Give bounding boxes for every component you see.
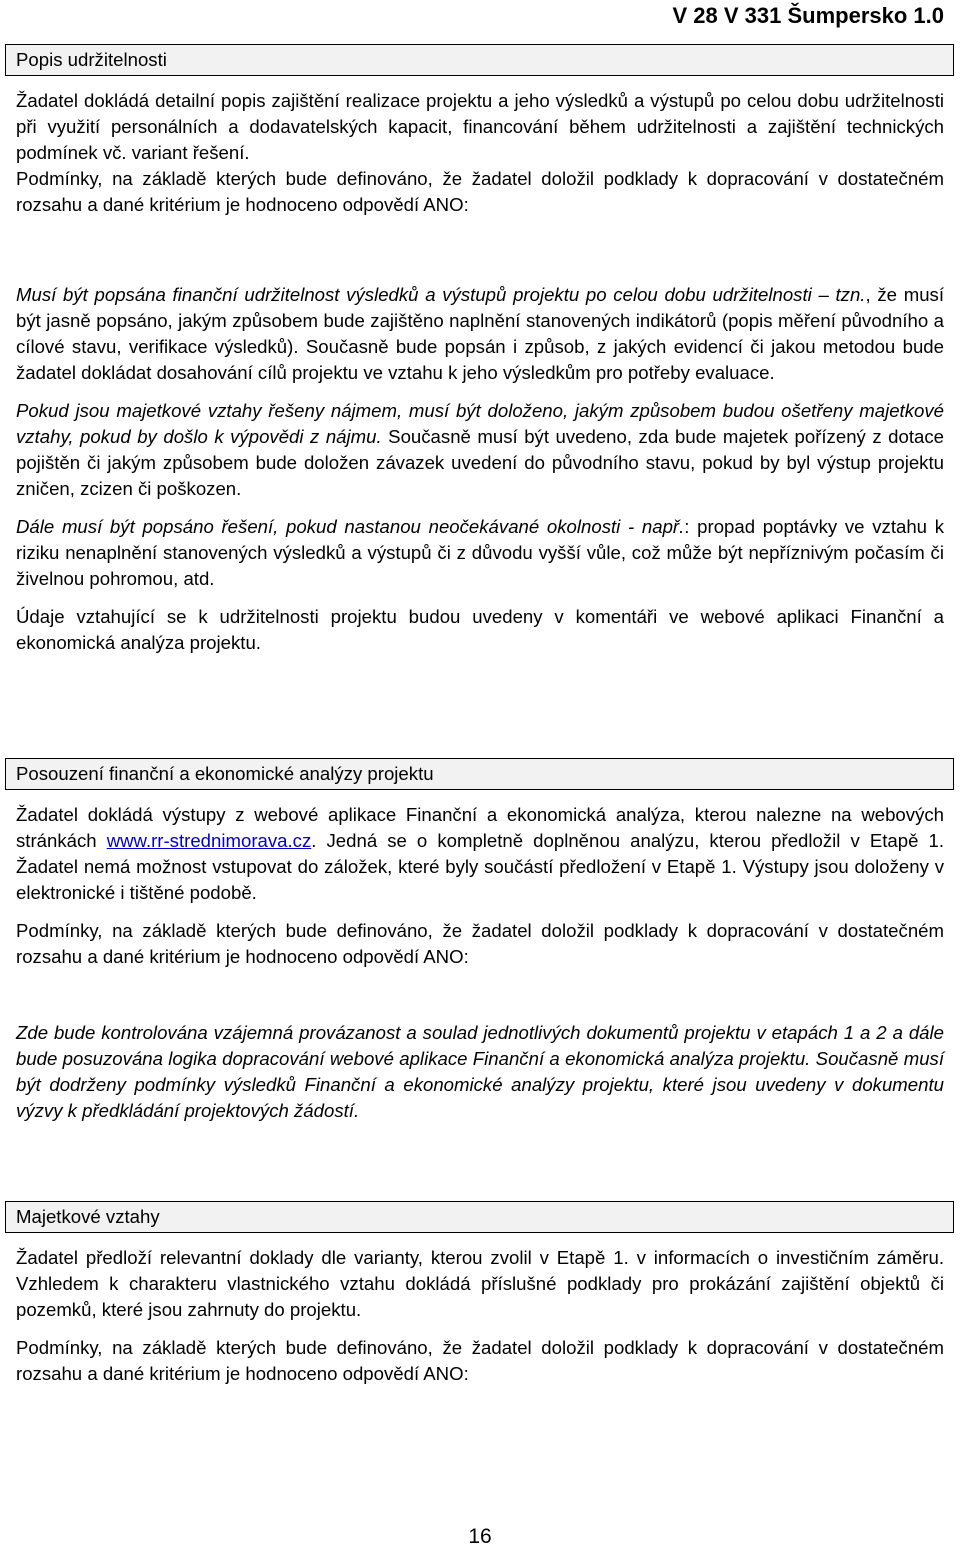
- section-heading-sustainability: Popis udržitelnosti: [5, 44, 954, 76]
- criteria-paragraph: [16, 1020, 944, 1124]
- intro-paragraph: [16, 802, 944, 906]
- criteria-3-text-b: : propad poptávky ve vztahu k riziku nenaplnění stanovených výsledků a výstupů či z důvodu vyšší vůle, což může být nepříznivým počasím či živelnou pohromou, atd.: [16, 516, 945, 589]
- document-code: V 28 V 331 Šumpersko 1.0: [672, 3, 944, 28]
- page-number: 16: [468, 1525, 492, 1548]
- criteria-paragraph-1: [16, 282, 944, 386]
- criteria-1-text-c: Současně bude popsán i způsob, z jakých evidencí či jakou metodou bude žadatel dokládat dosahování cílů projektu ve vztahu k jeho výsledkům pro potřeby evaluace.: [16, 336, 944, 383]
- criteria-body-financial-analysis: [16, 1020, 944, 1124]
- conditions-paragraph: Podmínky, na základě kterých bude definováno, že žadatel doložil podklady k dopracování v dostatečném rozsahu a dané kritérium je hodnoceno odpovědí ANO:: [16, 920, 944, 967]
- intro-paragraph: Žadatel dokládá detailní popis zajištění realizace projektu a jeho výsledků a výstupů po celou dobu udržitelnosti při využití personálních a dodavatelských kapacit, financování během udržitelnosti a zajištění technických podmínek vč. variant řešení.: [16, 90, 944, 163]
- criteria-1-text-b: , že musí být jasně popsáno, jakým způsobem bude zajištěno naplnění stanovených indikátorů (popis měření původního a cílové stavu, verifikace výsledků).: [16, 284, 944, 357]
- criteria-paragraph-3: [16, 514, 944, 592]
- section-body-property-relations: [16, 1245, 944, 1387]
- criteria-3-text-a: Dále musí být popsáno řešení, pokud nastanou neočekávané okolnosti - např.: [16, 516, 685, 537]
- section-body-sustainability: [16, 88, 944, 218]
- criteria-2-text-a: Pokud jsou majetkové vztahy řešeny nájmem, musí být doloženo, jakým způsobem budou ošetřeny majetkové vztahy, pokud by došlo k výpovědi z nájmu.: [16, 400, 944, 447]
- rr-strednimorava-link[interactable]: www.rr-strednimorava.cz: [106, 830, 312, 851]
- section-heading-financial-analysis: Posouzení finanční a ekonomické analýzy projektu: [5, 758, 954, 790]
- criteria-paragraph-2: [16, 398, 944, 502]
- intro-paragraph: Žadatel předloží relevantní doklady dle varianty, kterou zvolil v Etapě 1. v informacích o investičním záměru. Vzhledem k charakteru vlastnického vztahu dokládá příslušné podklady pro prokázání zajištění objektů či pozemků, které jsou zahrnuty do projektu.: [16, 1247, 944, 1320]
- section-heading-property-relations: Majetkové vztahy: [5, 1201, 954, 1233]
- section-body-financial-analysis: [16, 802, 944, 970]
- intro-text-b: . Jedná se o kompletně doplněnou analýzu, kterou předložil v Etapě 1. Žadatel nemá možnost vstupovat do záložek, které byly součástí předložení v Etapě 1. Výstupy jsou doloženy v elektronické i tištěné podobě.: [16, 830, 944, 903]
- criteria-2-text-b: Současně musí být uvedeno, zda bude majetek pořízený z dotace pojištěn či jakým způsobem bude doložen závazek uvedení do původního stavu, pokud by byl výstup projektu zničen, zcizen či poškozen.: [16, 426, 944, 499]
- criteria-text-b: Současně musí být dodrženy podmínky výsledků Finanční a ekonomické analýzy projektu, které jsou uvedeny v dokumentu výzvy k předkládání projektových žádostí.: [16, 1048, 944, 1121]
- criteria-1-text-a: Musí být popsána finanční udržitelnost výsledků a výstupů projektu po celou dobu udržitelnosti – tzn.: [16, 284, 866, 305]
- criteria-body-sustainability: [16, 282, 944, 656]
- intro-text-a: Žadatel dokládá výstupy z webové aplikace Finanční a ekonomická analýza, kterou nalezne na webových stránkách: [16, 804, 944, 851]
- criteria-paragraph-4: Údaje vztahující se k udržitelnosti projektu budou uvedeny v komentáři ve webové aplikaci Finanční a ekonomická analýza projektu.: [16, 606, 944, 653]
- conditions-paragraph: Podmínky, na základě kterých bude definováno, že žadatel doložil podklady k dopracování v dostatečném rozsahu a dané kritérium je hodnoceno odpovědí ANO:: [16, 1337, 944, 1384]
- criteria-text-a: Zde bude kontrolována vzájemná provázanost a soulad jednotlivých dokumentů projektu v etapách 1 a 2 a dále bude posuzována logika dopracování webové aplikace Finanční a ekonomická analýza projektu.: [16, 1022, 944, 1069]
- conditions-paragraph: Podmínky, na základě kterých bude definováno, že žadatel doložil podklady k dopracování v dostatečném rozsahu a dané kritérium je hodnoceno odpovědí ANO:: [16, 168, 944, 215]
